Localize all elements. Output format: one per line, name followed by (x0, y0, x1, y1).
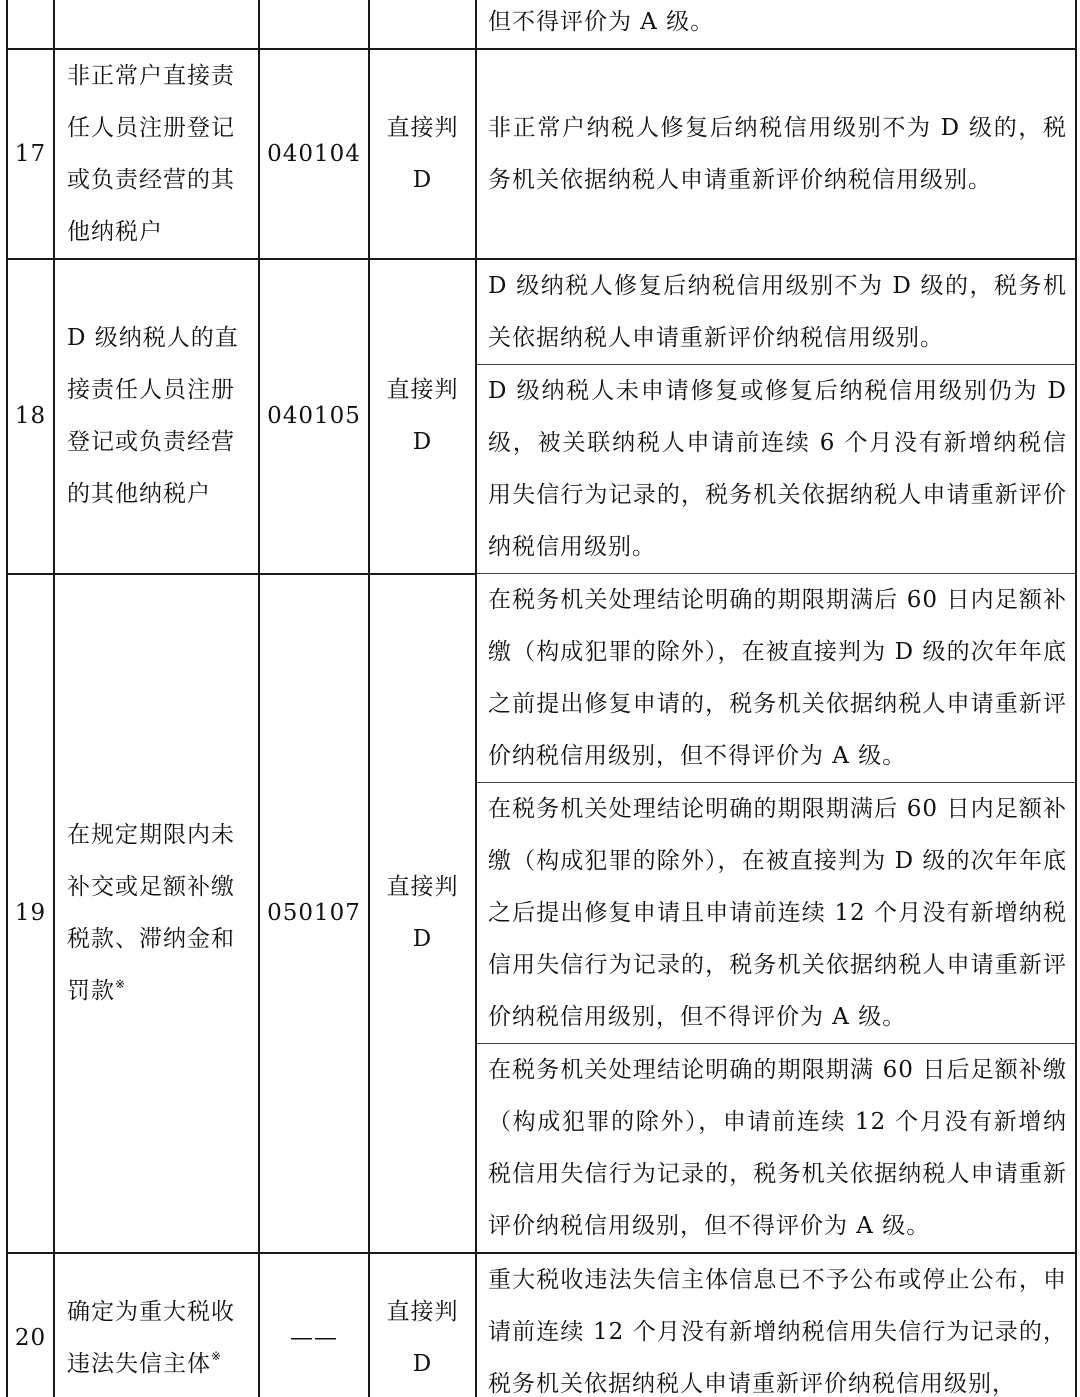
evaluation-type-cell (369, 49, 476, 259)
item-code-cell (259, 0, 369, 49)
repair-condition-cell (476, 574, 1076, 783)
footnote-mark: ※ (211, 1349, 223, 1364)
repair-condition-text: D 级纳税人修复后纳税信用级别不为 D 级的，税务机关依据纳税人申请重新评价纳税信用级别。 (488, 273, 1067, 351)
item-code-cell (259, 1253, 369, 1397)
row-number-cell (7, 259, 54, 574)
repair-condition-text: 在税务机关处理结论明确的期限期满 60 日后足额补缴（构成犯罪的除外），申请前连续 12 个月没有新增纳税信用失信行为记录的，税务机关依据纳税人申请重新评价纳税信用级别，但不得评价为 A 级。 (488, 1057, 1067, 1239)
item-code-cell (259, 49, 369, 259)
item-code: 040105 (267, 403, 361, 430)
repair-condition-cell (476, 783, 1076, 1044)
row-number-cell (7, 574, 54, 1254)
item-name-cell (54, 574, 259, 1254)
repair-condition-text: 但不得评价为 A 级。 (488, 9, 715, 35)
evaluation-type-cell (369, 1253, 476, 1397)
table-row (7, 574, 1076, 783)
evaluation-type: 直接判 D (386, 115, 459, 193)
item-code: —— (290, 1325, 338, 1351)
table-row (7, 1253, 1076, 1397)
repair-condition-cell (476, 49, 1076, 259)
footnote-mark: ※ (115, 976, 127, 991)
evaluation-type: 直接判 D (386, 1299, 459, 1377)
row-number-cell (7, 1253, 54, 1397)
repair-condition-cell (476, 365, 1076, 574)
row-number: 17 (14, 141, 47, 167)
item-name-cell (54, 0, 259, 49)
evaluation-type: 直接判 D (386, 377, 459, 456)
table-row (7, 49, 1076, 259)
repair-condition-cell (476, 259, 1076, 365)
evaluation-type-cell (369, 0, 476, 49)
repair-condition-cell (476, 1253, 1076, 1397)
item-name: 在规定期限内未补交或足额补缴税款、滞纳金和罚款 (67, 822, 235, 1005)
repair-condition-cell (476, 0, 1076, 49)
table-row (7, 0, 1076, 49)
row-number-cell (7, 49, 54, 259)
row-number: 19 (14, 900, 47, 927)
evaluation-type-cell (369, 259, 476, 574)
row-number: 18 (14, 403, 47, 430)
repair-condition-text: D 级纳税人未申请修复或修复后纳税信用级别仍为 D 级，被关联纳税人申请前连续 6 个月没有新增纳税信用失信行为记录的，税务机关依据纳税人申请重新评价纳税信用级别。 (488, 378, 1067, 560)
item-code-cell (259, 259, 369, 574)
row-number-cell (7, 0, 54, 49)
item-name-cell (54, 49, 259, 259)
repair-condition-text: 非正常户纳税人修复后纳税信用级别不为 D 级的，税务机关依据纳税人申请重新评价纳税信用级别。 (488, 115, 1067, 193)
item-name: D 级纳税人的直接责任人员注册登记或负责经营的其他纳税户 (67, 325, 239, 508)
credit-repair-table (6, 0, 1077, 1397)
repair-condition-text: 重大税收违法失信主体信息已不予公布或停止公布，申请前连续 12 个月没有新增纳税信用失信行为记录的，税务机关依据纳税人申请重新评价纳税信用级别， (488, 1267, 1067, 1397)
evaluation-type: 直接判 D (386, 874, 459, 953)
table-row (7, 259, 1076, 365)
repair-condition-text: 在税务机关处理结论明确的期限期满后 60 日内足额补缴（构成犯罪的除外），在被直接判为 D 级的次年年底之后提出修复申请且申请前连续 12 个月没有新增纳税信用失信行为记录的，税务机关依据纳税人申请重新评价纳税信用级别，但不得评价为 A 级。 (488, 796, 1067, 1030)
item-name: 非正常户直接责任人员注册登记或负责经营的其他纳税户 (67, 63, 235, 245)
item-code-cell (259, 574, 369, 1254)
item-name-cell (54, 259, 259, 574)
item-code: 040104 (267, 141, 361, 167)
row-number: 20 (14, 1325, 47, 1351)
item-name: 确定为重大税收违法失信主体 (67, 1299, 235, 1377)
item-code: 050107 (267, 900, 361, 927)
repair-condition-cell (476, 1044, 1076, 1254)
item-name-cell (54, 1253, 259, 1397)
evaluation-type-cell (369, 574, 476, 1254)
repair-condition-text: 在税务机关处理结论明确的期限期满后 60 日内足额补缴（构成犯罪的除外），在被直接判为 D 级的次年年底之前提出修复申请的，税务机关依据纳税人申请重新评价纳税信用级别，但不得评价为 A 级。 (488, 587, 1067, 769)
